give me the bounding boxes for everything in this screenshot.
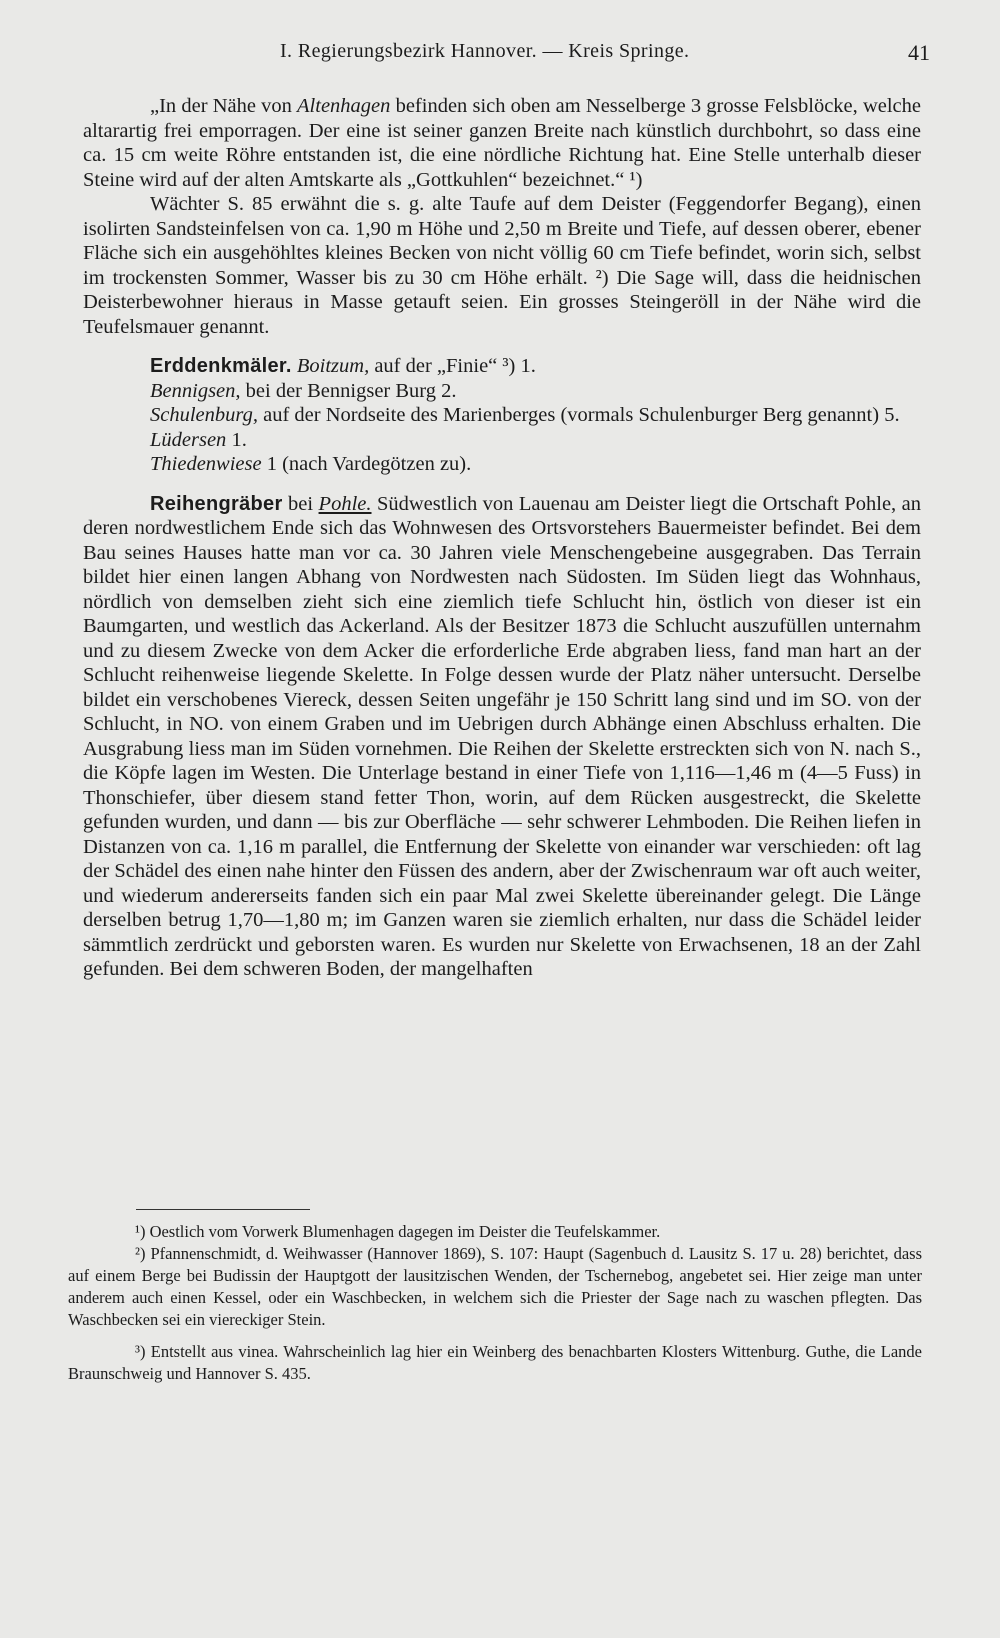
paragraph-reihengraeber bbox=[83, 492, 921, 982]
list-item bbox=[83, 428, 921, 453]
list-item bbox=[83, 379, 921, 404]
text-run: „In der Nähe von bbox=[150, 95, 298, 117]
main-text bbox=[83, 94, 921, 982]
text-run: 1. bbox=[226, 428, 247, 451]
text-run: Südwestlich von Lauenau am Deister liegt die Ortschaft Pohle, an deren nordwestlichem Ende sich das Wohnwesen des Ortsvorstehers Bauermeister befindet. Bei dem Bau seines Hauses hatte man vor ca. 30 Jahren viele Menschengebeine ausgegraben. Das Terrain bildet hier einen langen Abhang von Nordwesten nach Südosten. Im Süden liegt das Wohnhaus, nördlich von demselben zieht sich eine ziemlich tiefe Schlucht hin, östlich von dieser ist ein Baumgarten, und westlich das Ackerland. Als der Besitzer 1873 die Schlucht auszufüllen unternahm und zu diesem Zwecke von dem Acker die erforderliche Erde abgraben liess, fand man hart an der Schlucht reihenweise liegende Skelette. In Folge dessen wurde der Platz näher untersucht. Derselbe bildet ein verschobenes Viereck, dessen Seiten ungefähr je 150 Schritt lang sind und im SO. von der Schlucht, in NO. von einem Graben und im Uebrigen durch Abhänge einen Abschluss erhalten. Die Ausgrabung liess man im Süden vornehmen. Die Reihen der Skelette erstreckten sich von N. nach S., die Köpfe lagen im Westen. Die Unterlage bestand in einer Tiefe von 1,116—1,46 m (4—5 Fuss) in Thonschiefer, über diesem stand fetter Thon, worin, auf dem Rücken ausgestreckt, die Skelette gefunden wurden, und dann — bis zur Oberfläche — sehr schwerer Lehmboden. Die Reihen liefen in Distanzen von ca. 1,16 m parallel, die Entfernung der Skelette von einander war verschieden: oft lag der Schädel des einen nahe hinter den Füssen des andern, aber der Zwischenraum war oft auch weiter, und wiederum andererseits fanden sich ein paar Mal zwei Skelette übereinander gelegt. Die Länge derselben betrug 1,70—1,80 m; im Ganzen waren sie ziemlich erhalten, nur dass die Schädel leider sämmtlich zerdrückt und geborsten waren. Es wurden nur Skelette von Erwachsenen, 18 an der Zahl gefunden. Bei dem schweren Boden, der mangelhaften bbox=[83, 492, 922, 980]
place-name: Altenhagen bbox=[297, 95, 391, 117]
paragraph-waechter: Wächter S. 85 erwähnt die s. g. alte Taufe auf dem Deister (Feggendorfer Begang), einen isolirten Sandsteinfelsen von ca. 1,90 m Höhe und 2,50 m Breite und Tiefe, auf dessen oberer, ebener Fläche sich ein ausgehöhltes kleines Becken von nicht völlig 60 cm Tiefe befindet, worin sich, selbst im trockensten Sommer, Wasser bis zu 30 cm Höhe erhält. ²) Die Sage will, dass die heidnischen Deisterbewohner hieraus in Masse getauft seien. Ein grosses Steingeröll in der Nähe wird die Teufelsmauer genannt. bbox=[83, 193, 921, 338]
place-name: Bennigsen, bbox=[150, 379, 241, 402]
place-name: Lüdersen bbox=[150, 428, 227, 451]
footnote-1: ¹) Oestlich vom Vorwerk Blumenhagen dagegen im Deister die Teufelskammer. bbox=[135, 1222, 661, 1241]
page-number: 41 bbox=[908, 40, 930, 65]
page-header bbox=[0, 40, 1000, 70]
place-name: Pohle. bbox=[318, 492, 372, 515]
place-name: Boitzum, bbox=[296, 355, 370, 377]
text-run: befinden sich oben am Nesselberge 3 grosse Felsblöcke, welche altarartig frei emporragen. Der eine ist seiner ganzen Breite nach künstlich durchbohrt, so dass eine ca. 15 cm weite Röhre entstanden ist, die eine nördliche Richtung hat. Eine Stelle unterhalb dieser Steine wird auf der alten Amtskarte als „Gottkuhlen“ bezeichnet.“ ¹) bbox=[83, 95, 921, 191]
paragraph-erddenkmaeler bbox=[83, 354, 921, 379]
section-heading-reihengraeber: Reihengräber bbox=[150, 492, 283, 515]
footnotes bbox=[68, 1221, 922, 1385]
list-item bbox=[83, 403, 921, 428]
text-run: auf der „Finie“ ³) 1. bbox=[369, 355, 536, 377]
running-head: I. Regierungsbezirk Hannover. — Kreis Springe. bbox=[280, 40, 690, 62]
text-run: bei bbox=[282, 492, 319, 515]
text-run: bei der Bennigser Burg 2. bbox=[240, 379, 457, 402]
footnote-rule bbox=[136, 1209, 310, 1210]
list-item bbox=[83, 452, 921, 477]
place-name: Thiedenwiese bbox=[150, 453, 262, 475]
text-run: auf der Nordseite des Marienberges (vormals Schulenburger Berg genannt) 5. bbox=[258, 404, 900, 426]
footnote-3: ³) Entstellt aus vinea. Wahrscheinlich lag hier ein Weinberg des benachbarten Klosters Wittenburg. Guthe, die Lande Braunschweig und Hannover S. 435. bbox=[68, 1342, 922, 1383]
paragraph-altenhagen bbox=[83, 94, 921, 192]
text-run: 1 (nach Vardegötzen zu). bbox=[261, 453, 472, 475]
footnote-2: ²) Pfannenschmidt, d. Weihwasser (Hannover 1869), S. 107: Haupt (Sagenbuch d. Lausitz S. 17 u. 28) berichtet, dass auf einem Berge bei Budissin der Hauptgott der lausitzischen Wenden, der Tschernebog, angebetet sei. Hier zeige man unter anderem auch einen Kessel, oder ein Waschbecken, in welchem sich die Priester der Sage nach zu waschen pflegten. Das Waschbecken sei ein viereckiger Stein. bbox=[68, 1244, 922, 1329]
place-name: Schulenburg, bbox=[150, 404, 258, 426]
section-heading-erddenkmaeler: Erddenkmäler. bbox=[150, 355, 292, 377]
